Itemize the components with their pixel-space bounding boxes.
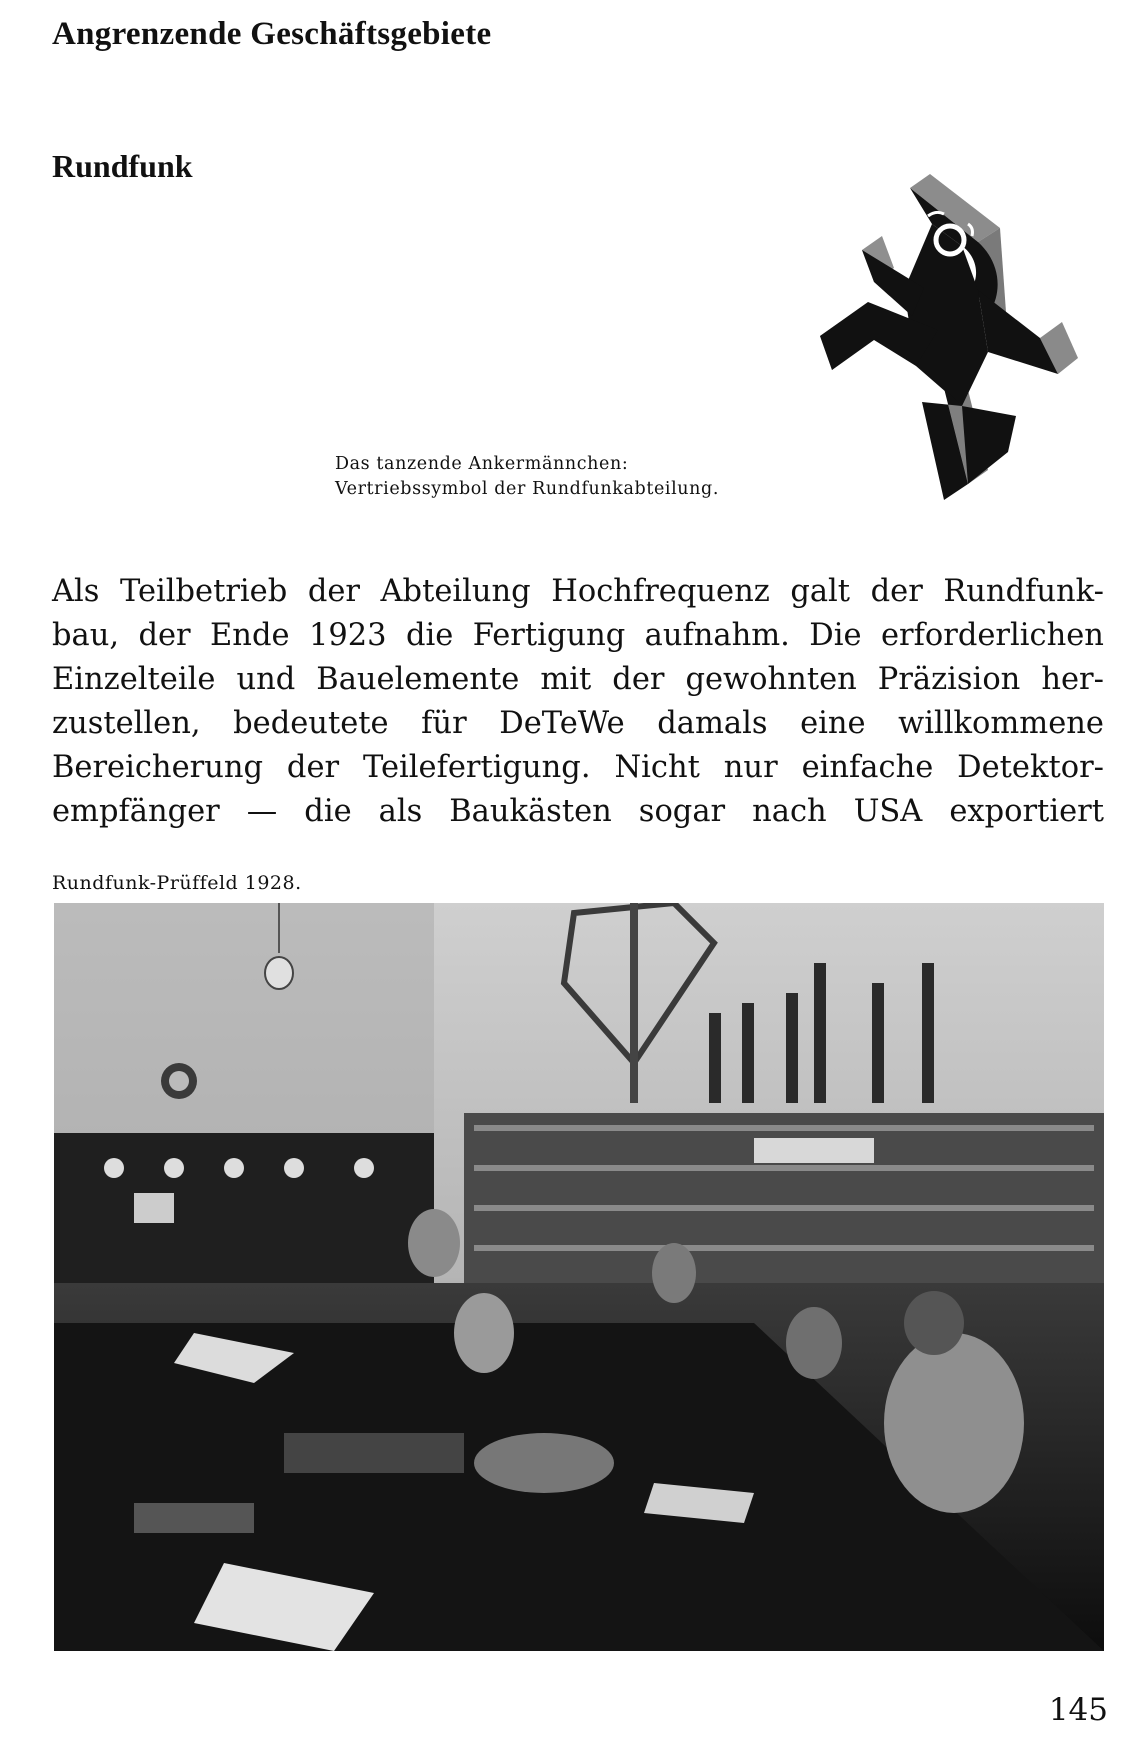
body-word: eine (800, 706, 866, 741)
logo-caption (335, 452, 719, 502)
body-word: — (246, 794, 278, 829)
body-word: bedeutete (233, 706, 389, 741)
anchor-man-figure (820, 174, 1078, 500)
body-word: willkommene (898, 706, 1104, 741)
body-word: der (138, 618, 191, 653)
body-word: Präzision (877, 662, 1021, 697)
body-word: Abteilung (380, 574, 531, 609)
body-word: der (307, 574, 360, 609)
body-word: Ende (210, 618, 290, 653)
body-word: galt (790, 574, 851, 609)
body-word: für (421, 706, 467, 741)
body-word: damals (657, 706, 768, 741)
body-word: bau, (52, 618, 120, 653)
body-word: Baukästen (449, 794, 612, 829)
body-word: als (378, 794, 423, 829)
radio-test-field-photo (54, 903, 1104, 1651)
body-word: Bereicherung (52, 750, 264, 785)
body-word: empfänger (52, 794, 220, 829)
logo-caption-line: Vertriebssymbol der Rundfunkabteilung. (335, 479, 720, 499)
body-word: der (286, 750, 340, 785)
body-word: und (236, 662, 296, 697)
body-paragraph (52, 570, 1104, 834)
body-line (52, 614, 1104, 658)
section-title: Rundfunk (52, 148, 193, 184)
body-word: mit (540, 662, 592, 697)
body-word: sogar (638, 794, 726, 829)
body-word: 1923 (308, 618, 387, 653)
body-word: USA (853, 794, 923, 829)
body-word: zustellen, (52, 706, 201, 741)
body-word: Die (809, 618, 862, 653)
body-word: Einzelteile (52, 662, 216, 697)
body-word: die (304, 794, 352, 829)
body-word: einfache (801, 750, 934, 785)
body-word: Fertigung (472, 618, 626, 653)
body-line (52, 746, 1104, 790)
body-word: Rundfunk- (943, 574, 1104, 609)
body-line (52, 570, 1104, 614)
logo-caption-line: Das tanzende Ankermännchen: (335, 454, 629, 474)
body-word: die (406, 618, 454, 653)
body-word: Nicht (614, 750, 700, 785)
body-word: Detektor- (957, 750, 1104, 785)
body-word: Hochfrequenz (551, 574, 770, 609)
body-word: exportiert (949, 794, 1104, 829)
body-word: der (870, 574, 923, 609)
body-word: her- (1041, 662, 1104, 697)
body-word: DeTeWe (499, 706, 625, 741)
body-word: nach (752, 794, 827, 829)
page-number: 145 (1048, 1692, 1108, 1728)
anchor-man-logo (812, 170, 1102, 510)
body-word: Teilefertigung. (362, 750, 591, 785)
body-line (52, 790, 1104, 834)
body-word: erforderlichen (880, 618, 1104, 653)
body-line (52, 658, 1104, 702)
chapter-header: Angrenzende Geschäftsgebiete (52, 16, 492, 52)
body-line (52, 702, 1104, 746)
body-word: Bauelemente (316, 662, 520, 697)
photo-caption: Rundfunk-Prüffeld 1928. (52, 872, 302, 894)
body-word: der (612, 662, 665, 697)
body-word: Als (52, 574, 100, 609)
body-word: aufnahm. (644, 618, 790, 653)
body-word: nur (723, 750, 778, 785)
body-word: Teilbetrieb (119, 574, 288, 609)
body-word: gewohnten (685, 662, 857, 697)
